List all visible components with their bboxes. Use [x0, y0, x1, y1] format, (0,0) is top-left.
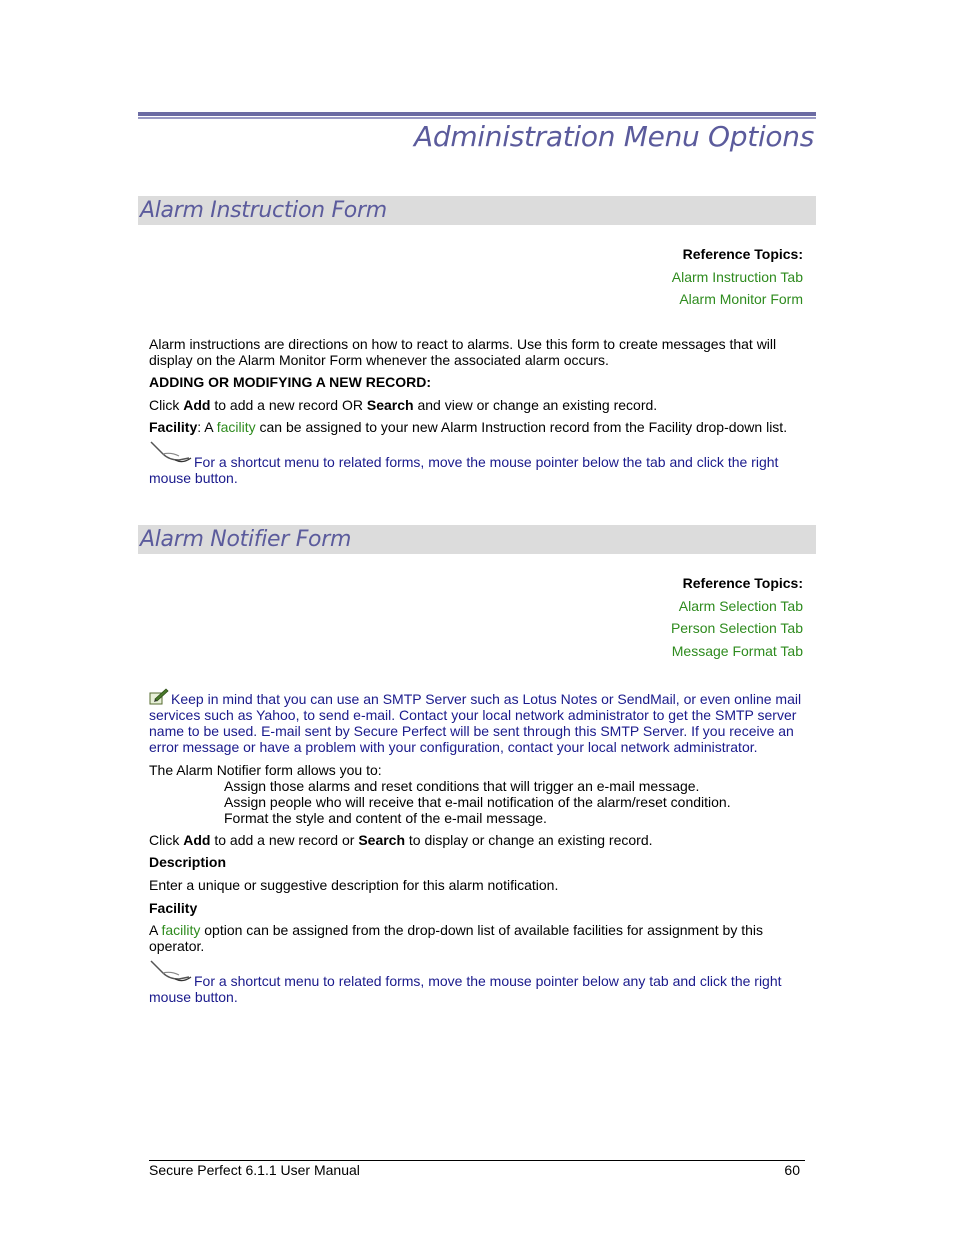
note-pencil-icon — [149, 687, 169, 705]
footer-page-number: 60 — [784, 1162, 800, 1178]
reference-topics — [672, 243, 803, 311]
add-keyword: Add — [183, 397, 211, 413]
facility-link[interactable]: facility — [216, 419, 256, 435]
search-keyword: Search — [358, 832, 406, 848]
search-keyword: Search — [366, 397, 414, 413]
allows-intro: The Alarm Notifier form allows you to: — [149, 762, 382, 778]
section-title: Alarm Instruction Form — [140, 198, 387, 223]
intro-paragraph: Alarm instructions are directions on how to react to alarms. Use this form to create messages that will display on the Alarm Monitor Form whenever the associated alarm occurs. — [149, 336, 777, 368]
ref-link-alarm-selection-tab[interactable]: Alarm Selection Tab — [678, 597, 803, 614]
reference-topics — [671, 572, 803, 662]
shortcut-note-2: For a shortcut menu to related forms, move the mouse pointer below any tab and click the right mouse button. — [149, 973, 809, 1005]
ref-link-person-selection-tab[interactable]: Person Selection Tab — [670, 620, 803, 636]
click-add-paragraph: Click Add to add a new record OR Search and view or change an existing record. — [149, 397, 658, 413]
click-add-paragraph: Click Add to add a new record or Search to display or change an existing record. — [149, 832, 653, 848]
mouse-icon — [149, 959, 193, 985]
footer-rule — [149, 1160, 805, 1161]
mouse-icon — [149, 440, 193, 466]
facility-label: Facility — [149, 419, 198, 435]
add-keyword: Add — [183, 832, 211, 848]
shortcut-note-1: For a shortcut menu to related forms, move the mouse pointer below the tab and click the right mouse button. — [149, 454, 809, 486]
description-text: Enter a unique or suggestive description for this alarm notification. — [149, 877, 559, 893]
reference-heading: Reference Topics: — [682, 575, 803, 591]
facility-paragraph: A facility option can be assigned from the drop-down list of available facilities for assignment by this operator. — [149, 922, 764, 954]
ref-link-alarm-instruction-tab[interactable]: Alarm Instruction Tab — [671, 268, 803, 285]
footer-manual-title: Secure Perfect 6.1.1 User Manual — [149, 1162, 360, 1178]
allows-item: Assign those alarms and reset conditions that will trigger an e-mail message. — [224, 778, 700, 794]
section-header-alarm-notifier — [138, 525, 816, 554]
facility-heading: Facility — [149, 900, 198, 916]
ref-link-alarm-monitor-form[interactable]: Alarm Monitor Form — [679, 291, 803, 307]
facility-link[interactable]: facility — [161, 922, 201, 938]
chapter-rule-thin — [138, 117, 816, 119]
chapter-title: Administration Menu Options — [414, 120, 814, 153]
smtp-note: Keep in mind that you can use an SMTP Server such as Lotus Notes or SendMail, or even online mail services such as Yahoo, to send e-mail. Contact your local network administrator to get the SMTP server name to be used. E-mail sent by Secure Perfect will be sent through this SMTP Server. If you receive an error message or have a problem with your configuration, contact your local network administrator. — [149, 691, 809, 755]
allows-item: Assign people who will receive that e-mail notification of the alarm/reset condition. — [224, 794, 731, 810]
reference-heading: Reference Topics: — [682, 246, 803, 262]
description-heading: Description — [149, 854, 227, 870]
section-header-alarm-instruction — [138, 196, 816, 225]
allows-item: Format the style and content of the e-mail message. — [224, 810, 547, 826]
adding-heading: ADDING OR MODIFYING A NEW RECORD: — [149, 374, 432, 390]
ref-link-message-format-tab[interactable]: Message Format Tab — [671, 642, 803, 659]
chapter-rule — [138, 112, 816, 116]
section-title: Alarm Notifier Form — [140, 527, 352, 552]
facility-paragraph: Facility: A facility can be assigned to your new Alarm Instruction record from the Facility drop-down list. — [149, 419, 788, 435]
